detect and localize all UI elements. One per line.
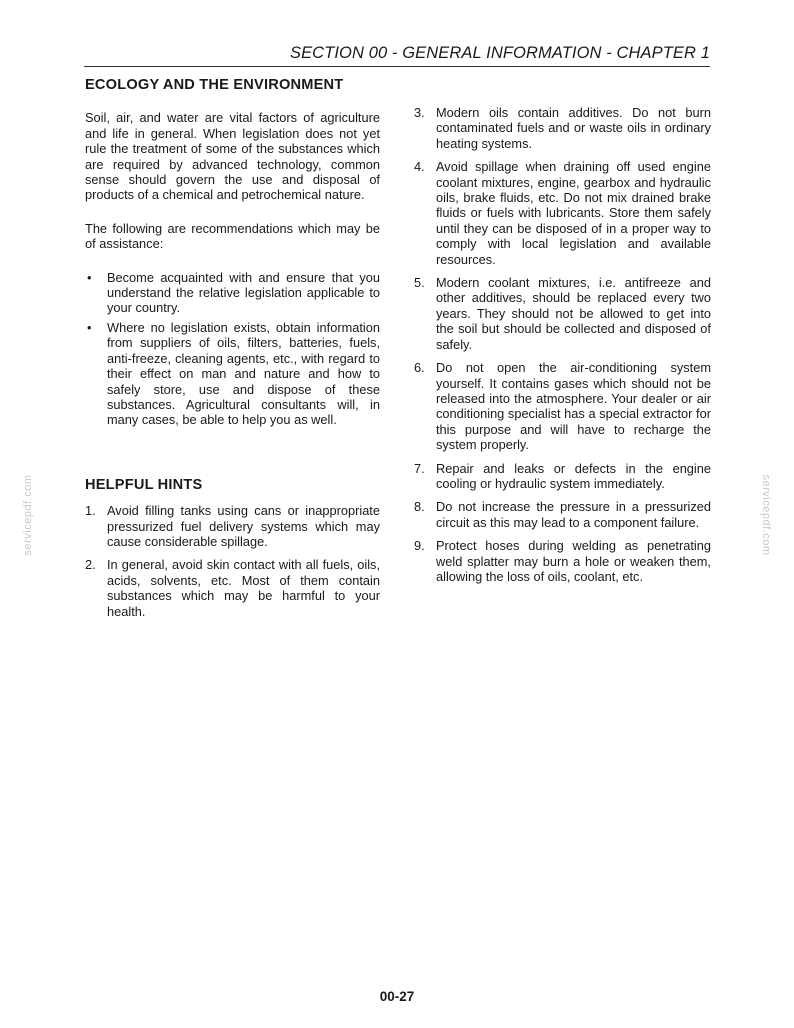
item-number: 4.	[414, 159, 425, 175]
list-item-text: Avoid filling tanks using cans or inappropriate pressurized fuel delivery systems which may cause considerable spillage.	[107, 503, 380, 549]
list-item	[85, 557, 380, 619]
right-column	[414, 105, 711, 592]
list-item-text: Do not increase the pressure in a pressurized circuit as this may lead to a component failure.	[436, 499, 711, 530]
list-item-text: Where no legislation exists, obtain information from suppliers of oils, filters, batteries, fuels, anti-freeze, cleaning agents, etc., with regard to their effect on man and nature and how to safely store, use and dispose of these substances. Agricultural consultants will, in many cases, be able to help you as well.	[107, 319, 380, 428]
list-item-text: Do not open the air-conditioning system yourself. It contains gases which should not be released into the atmosphere. Your dealer or air conditioning specialist has a special extractor for this purpose and will have to recharge the system properly.	[436, 360, 711, 453]
helpful-hints-list-left	[85, 503, 380, 619]
list-item	[414, 275, 711, 352]
list-item-text: Modern coolant mixtures, i.e. antifreeze and other additives, should be replaced every two years. They should not be allowed to get into the soil but should be collected and disposed of safely.	[436, 275, 711, 352]
watermark-right: servicepdf.com	[760, 474, 772, 556]
list-item	[85, 503, 380, 549]
list-item-text: Protect hoses during welding as penetrating weld splatter may burn a hole or weaken them, allowing the loss of oils, coolant, etc.	[436, 538, 711, 584]
list-item-text: Modern oils contain additives. Do not burn contaminated fuels and or waste oils in ordinary heating systems.	[436, 105, 711, 151]
bullet-marker: •	[87, 269, 92, 285]
item-number: 9.	[414, 538, 425, 554]
list-item	[414, 105, 711, 151]
list-item-text: In general, avoid skin contact with all fuels, oils, acids, solvents, etc. Most of them contain substances which may be harmful to your health.	[107, 557, 380, 619]
item-number: 2.	[85, 557, 96, 573]
ecology-intro-paragraph: Soil, air, and water are vital factors of agriculture and life in general. When legislation does not yet rule the treatment of some of the substances which are required by advanced technology, common sense should govern the use and disposal of products of a chemical and petrochemical nature.	[85, 110, 380, 203]
item-number: 3.	[414, 105, 425, 120]
list-item	[414, 461, 711, 492]
list-item	[85, 270, 380, 316]
item-number: 5.	[414, 275, 425, 291]
left-column	[85, 78, 380, 627]
item-number: 1.	[85, 503, 96, 519]
list-item	[414, 538, 711, 584]
item-number: 6.	[414, 360, 425, 376]
page-number: 00-27	[379, 989, 415, 1004]
list-item	[414, 159, 711, 267]
list-item-text: Repair and leaks or defects in the engine cooling or hydraulic system immediately.	[436, 460, 711, 491]
helpful-hints-heading: HELPFUL HINTS	[85, 476, 203, 493]
item-number: 8.	[414, 499, 425, 515]
list-item-text: Avoid spillage when draining off used engine coolant mixtures, engine, gearbox and hydraulic oils, brake fluids, etc. Do not mix drained brake fluids or fuels with lubricants. Store them safely until they can be disposed of in a proper way to comply with local legislation and available resources.	[436, 159, 711, 267]
list-item	[414, 360, 711, 452]
recommendations-list	[85, 270, 380, 428]
section-header-title: SECTION 00 - GENERAL INFORMATION - CHAPTER 1	[289, 44, 710, 62]
helpful-hints-list-right	[414, 105, 711, 584]
recommendations-intro-paragraph: The following are recommendations which may be of assistance:	[85, 220, 380, 252]
list-item-text: Become acquainted with and ensure that you understand the relative legislation applicable to your country.	[107, 269, 380, 316]
bullet-marker: •	[87, 319, 92, 335]
list-item	[414, 499, 711, 530]
ecology-heading: ECOLOGY AND THE ENVIRONMENT	[85, 77, 344, 93]
item-number: 7.	[414, 460, 425, 476]
header-divider	[84, 66, 710, 67]
watermark-left: servicepdf.com	[22, 474, 34, 556]
list-item	[85, 320, 380, 428]
